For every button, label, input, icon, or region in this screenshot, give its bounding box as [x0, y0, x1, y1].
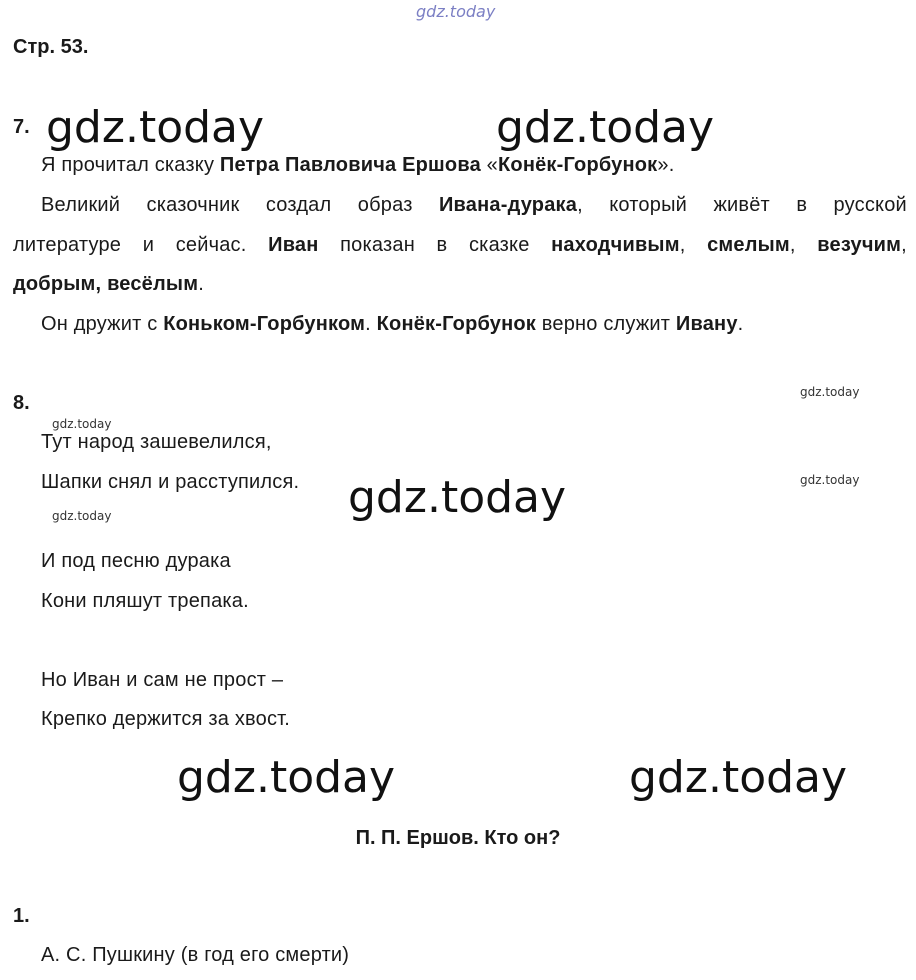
page-reference: Стр. 53.: [13, 36, 89, 58]
watermark-large: gdz.today: [348, 472, 567, 523]
task7-paragraph-3: Он дружит с Коньком-Горбунком. Конёк-Горбунок верно служит Ивану.: [41, 313, 744, 335]
poem-line: Шапки снял и расступился.: [41, 471, 300, 493]
watermark-small: gdz.today: [800, 473, 860, 487]
task7-paragraph-2-line-1: Великий сказочник создал образ Ивана-дурака, который живёт в русской: [41, 194, 907, 216]
watermark-small: gdz.today: [52, 417, 112, 431]
watermark-large: gdz.today: [629, 752, 848, 803]
watermark-small: gdz.today: [52, 509, 112, 523]
top-watermark: gdz.today: [416, 2, 496, 21]
poem-line: И под песню дурака: [41, 550, 231, 572]
task7-paragraph-2-line-2: литературе и сейчас. Иван показан в сказке находчивым, смелым, везучим,: [13, 234, 907, 256]
task1-answer: А. С. Пушкину (в год его смерти): [41, 944, 350, 966]
task-number-8: 8.: [13, 392, 30, 414]
poem-line: Но Иван и сам не прост –: [41, 669, 284, 691]
section-title: П. П. Ершов. Кто он?: [355, 827, 561, 849]
poem-line: Крепко держится за хвост.: [41, 708, 291, 730]
task-number-7: 7.: [13, 116, 30, 138]
poem-line: Кони пляшут трепака.: [41, 590, 249, 612]
watermark-large: gdz.today: [177, 752, 396, 803]
task-number-1: 1.: [13, 905, 30, 927]
task7-paragraph-2-line-3: добрым, весёлым.: [13, 273, 204, 295]
watermark-large: gdz.today: [496, 102, 715, 153]
watermark-large: gdz.today: [46, 102, 265, 153]
task7-paragraph-1: Я прочитал сказку Петра Павловича Ершова «Конёк-Горбунок».: [41, 154, 675, 176]
poem-line: Тут народ зашевелился,: [41, 431, 272, 453]
watermark-small: gdz.today: [800, 385, 860, 399]
